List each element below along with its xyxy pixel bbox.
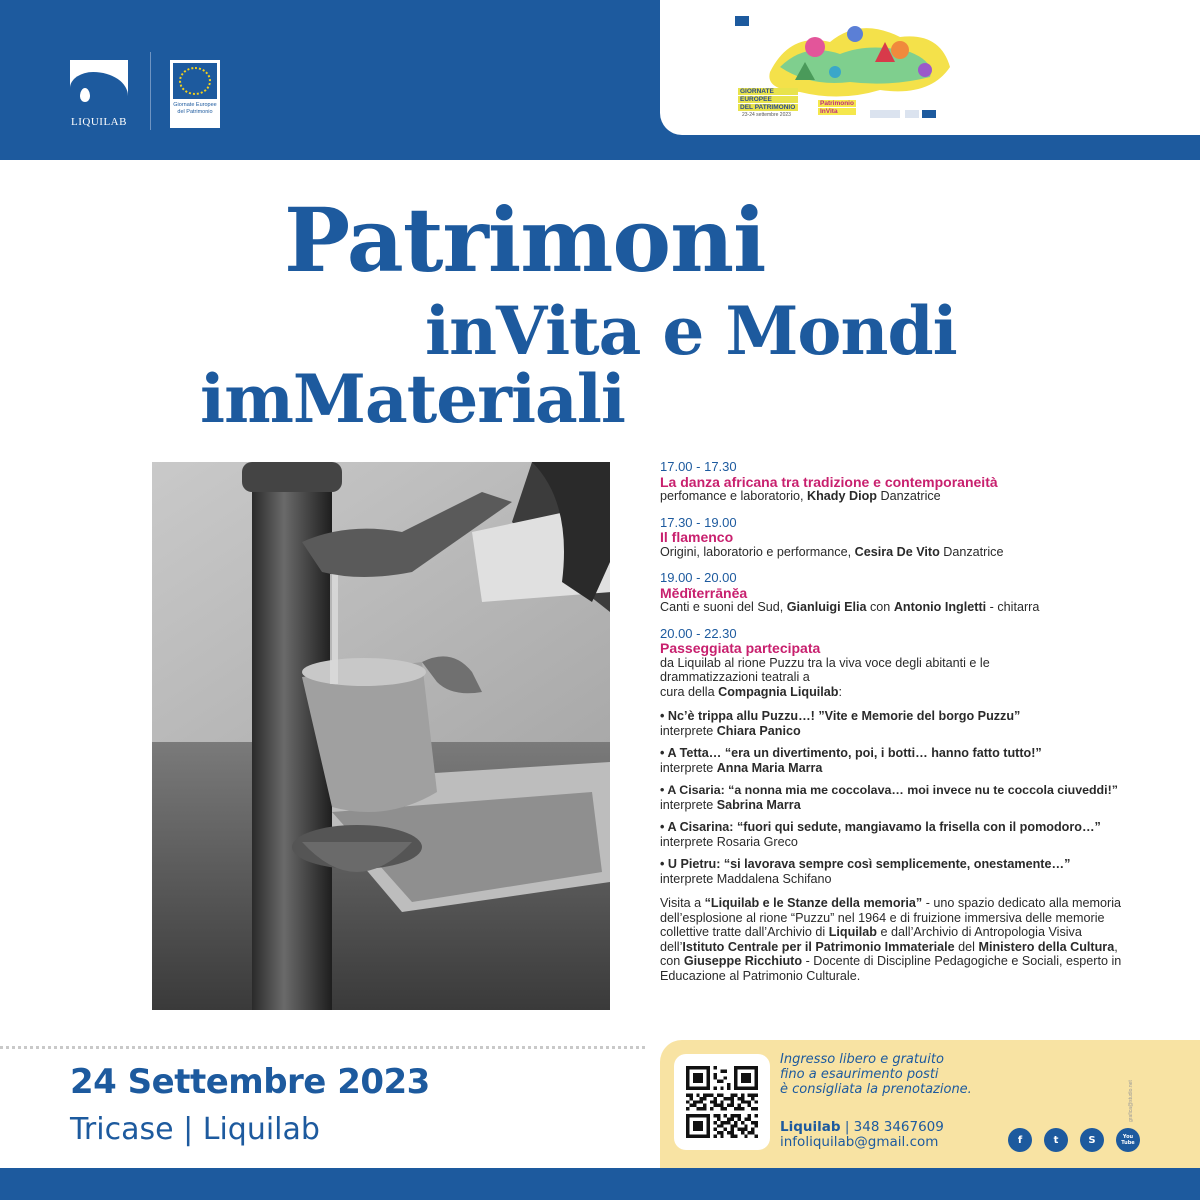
dotted-divider [0, 1046, 645, 1049]
giornate-dates: 23-24 settembre 2023 [742, 112, 791, 118]
event-date: 24 Settembre 2023 [70, 1062, 430, 1102]
performance-performer: interprete Rosaria Greco [660, 834, 798, 849]
contact-email[interactable]: infoliquilab@gmail.com [780, 1134, 939, 1150]
event-title: Passeggiata partecipata [660, 640, 821, 656]
performance-quote: • Nc’è trippa allu Puzzu…! ”Vite e Memorie del borgo Puzzu” [660, 709, 1021, 723]
admission-line: fino a esaurimento posti [780, 1067, 939, 1082]
event-item [660, 516, 1140, 560]
logo-divider [150, 52, 151, 130]
performance-item [660, 709, 1140, 738]
performance-quote: • A Tetta… “era un divertimento, poi, i botti… hanno fatto tutto!” [660, 746, 1042, 760]
qr-code-icon [686, 1066, 758, 1138]
event-description-line: drammatizzazioni teatrali a [660, 670, 810, 684]
liquilab-logo-text: LIQUILAB [71, 116, 127, 128]
event-item-walk [660, 627, 1140, 700]
program-list [660, 460, 1140, 983]
event-time: 19.00 - 20.00 [660, 570, 737, 585]
twitter-icon[interactable]: t [1044, 1128, 1068, 1152]
event-description-line: da Liquilab al rione Puzzu tra la viva voce degli abitanti e le [660, 655, 990, 670]
contact-phone-line[interactable]: Liquilab | 348 3467609 [780, 1119, 944, 1135]
event-description: perfomance e laboratorio, Khady Diop Danzatrice [660, 489, 941, 503]
title-line-1: Patrimoni [284, 188, 766, 292]
performance-item [660, 857, 1140, 886]
event-item [660, 571, 1140, 615]
performance-quote: • U Pietru: “si lavorava sempre così semplicemente, onestamente…” [660, 857, 1071, 871]
giornate-badge: GIORNATE EUROPEE DEL PATRIMONIO [738, 88, 798, 112]
performance-item [660, 746, 1140, 775]
performance-quote: • A Cisarina: “fuori qui sedute, mangiavamo la frisella con il pomodoro…” [660, 820, 1101, 834]
event-title: Mĕdĭterrānĕa [660, 584, 748, 601]
liquilab-logo[interactable] [70, 60, 132, 130]
youtube-icon[interactable]: You Tube [1116, 1128, 1140, 1152]
event-title: Il flamenco [660, 529, 734, 545]
performance-list [660, 709, 1140, 886]
event-item [660, 460, 1140, 504]
performance-item [660, 820, 1140, 849]
title-line-2: inVita e Mondi [425, 292, 957, 370]
patrimonio-invita-card [660, 0, 1200, 135]
event-description: Origini, laboratorio e performance, Cesira De Vito Danzatrice [660, 544, 1004, 559]
event-time: 17.30 - 19.00 [660, 514, 737, 530]
photo-fountain [152, 462, 610, 1010]
facebook-icon[interactable]: f [1008, 1128, 1032, 1152]
eu-logo [922, 110, 936, 118]
performance-performer: interprete Sabrina Marra [660, 797, 801, 812]
event-time: 20.00 - 22.30 [660, 625, 737, 641]
ministero-logo [870, 110, 900, 118]
info-card [660, 1040, 1200, 1168]
event-time: 17.00 - 17.30 [660, 459, 737, 474]
performance-performer: interprete Maddalena Schifano [660, 871, 832, 886]
admission-line: è consigliata la prenotazione. [780, 1082, 972, 1097]
event-place: Tricase | Liquilab [70, 1112, 320, 1147]
admission-info [780, 1052, 1020, 1097]
design-credit: grafica@studio.net [1128, 1080, 1134, 1122]
event-description-line: cura della Compagnia Liquilab: [660, 684, 842, 699]
admission-line: Ingresso libero e gratuito [780, 1052, 944, 1067]
skype-icon[interactable]: S [1080, 1128, 1104, 1152]
performance-performer: interprete Anna Maria Marra [660, 760, 823, 775]
contact-info [780, 1120, 944, 1150]
title-line-3: imMateriali [200, 360, 625, 438]
performance-performer: interprete Chiara Panico [660, 723, 801, 738]
event-title: La danza africana tra tradizione e contemporaneità [660, 473, 998, 490]
footer-band [0, 1168, 1200, 1200]
eu-flag-small-icon [735, 16, 749, 26]
eu-flag-icon [173, 63, 217, 99]
gep-logo-caption: Giornate Europee del Patrimonio [173, 102, 217, 115]
social-links [1008, 1128, 1140, 1152]
performance-quote: • A Cisaria: “a nonna mia me coccolava… moi invece nu te coccola ciuveddi!” [660, 783, 1118, 797]
performance-item [660, 783, 1140, 812]
visit-paragraph: Visita a “Liquilab e le Stanze della memoria” - uno spazio dedicato alla memoria dell’esplosione al rione “Puzzu” nel 1964 e di fruizione immersiva delle memorie collettive tratte dall’Archivio di Liquilab e dall’Archivio di Antropologia Visiva dell’Istituto Centrale per il Patrimonio Immateriale del Ministero della Cultura, con Giuseppe Ricchiuto - Docente di Discipline Pedagogiche e Sociali, esperto in Educazione al Patrimonio Culturale. [660, 896, 1122, 983]
gep-logo[interactable] [170, 60, 220, 128]
liquilab-wave-icon [70, 60, 128, 112]
patrimonio-invita-badge: Patrimonio InVita [820, 100, 854, 115]
event-description: Canti e suoni del Sud, Gianluigi Elia con Antonio Ingletti - chitarra [660, 600, 1040, 614]
qr-code[interactable] [674, 1054, 770, 1150]
partner-logo [905, 110, 919, 118]
